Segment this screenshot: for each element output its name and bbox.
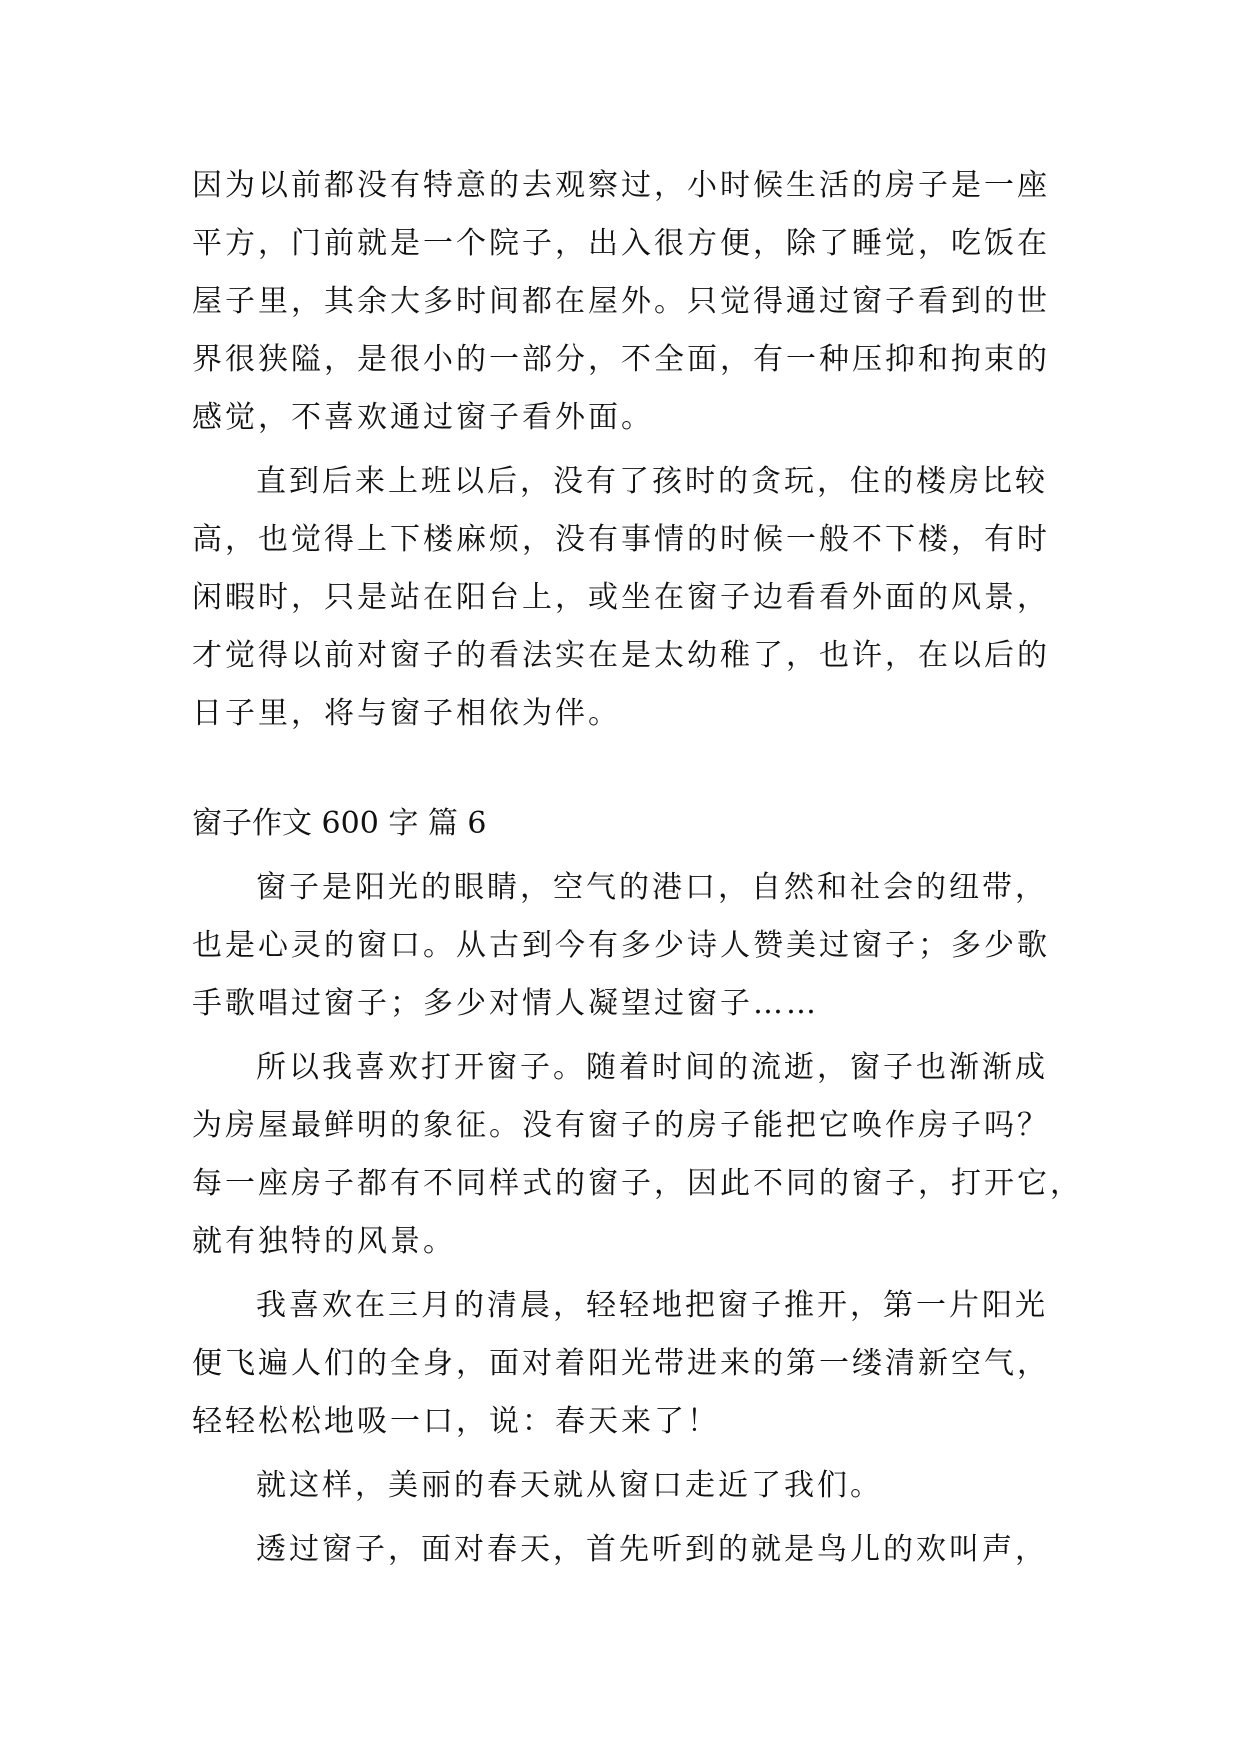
text-line: 屋子里，其余大多时间都在屋外。只觉得通过窗子看到的世 <box>192 284 1050 319</box>
text-line: 轻轻松松地吸一口，说：春天来了！ <box>192 1404 720 1439</box>
text-line: 手歌唱过窗子；多少对情人凝望过窗子…… <box>192 986 819 1021</box>
text-line: 高，也觉得上下楼麻烦，没有事情的时候一般不下楼，有时 <box>192 522 1050 557</box>
text-line: 为房屋最鲜明的象征。没有窗子的房子能把它唤作房子吗？ <box>192 1108 1050 1143</box>
text-line: 窗子是阳光的眼睛，空气的港口，自然和社会的纽带， <box>256 870 1048 905</box>
text-line: 闲暇时，只是站在阳台上，或坐在窗子边看看外面的风景， <box>192 580 1050 615</box>
text-line: 日子里，将与窗子相依为伴。 <box>192 696 621 731</box>
text-line: 也是心灵的窗口。从古到今有多少诗人赞美过窗子；多少歌 <box>192 928 1050 963</box>
text-line: 每一座房子都有不同样式的窗子，因此不同的窗子，打开它， <box>192 1166 1083 1201</box>
text-line: 便飞遍人们的全身，面对着阳光带进来的第一缕清新空气， <box>192 1346 1050 1381</box>
text-line: 界很狭隘，是很小的一部分，不全面，有一种压抑和拘束的 <box>192 342 1050 377</box>
text-line: 感觉，不喜欢通过窗子看外面。 <box>192 400 654 435</box>
text-line: 所以我喜欢打开窗子。随着时间的流逝，窗子也渐渐成 <box>256 1050 1048 1085</box>
section-heading: 窗子作文 600 字 篇 6 <box>192 806 487 841</box>
text-line: 直到后来上班以后，没有了孩时的贪玩，住的楼房比较 <box>256 464 1048 499</box>
text-line: 我喜欢在三月的清晨，轻轻地把窗子推开，第一片阳光 <box>256 1288 1048 1323</box>
text-line: 就有独特的风景。 <box>192 1224 456 1259</box>
text-line: 因为以前都没有特意的去观察过，小时候生活的房子是一座 <box>192 168 1050 203</box>
text-line: 透过窗子，面对春天，首先听到的就是鸟儿的欢叫声， <box>256 1532 1048 1567</box>
text-line: 才觉得以前对窗子的看法实在是太幼稚了，也许，在以后的 <box>192 638 1050 673</box>
text-line: 就这样，美丽的春天就从窗口走近了我们。 <box>256 1468 883 1503</box>
text-line: 平方，门前就是一个院子，出入很方便，除了睡觉，吃饭在 <box>192 226 1050 261</box>
